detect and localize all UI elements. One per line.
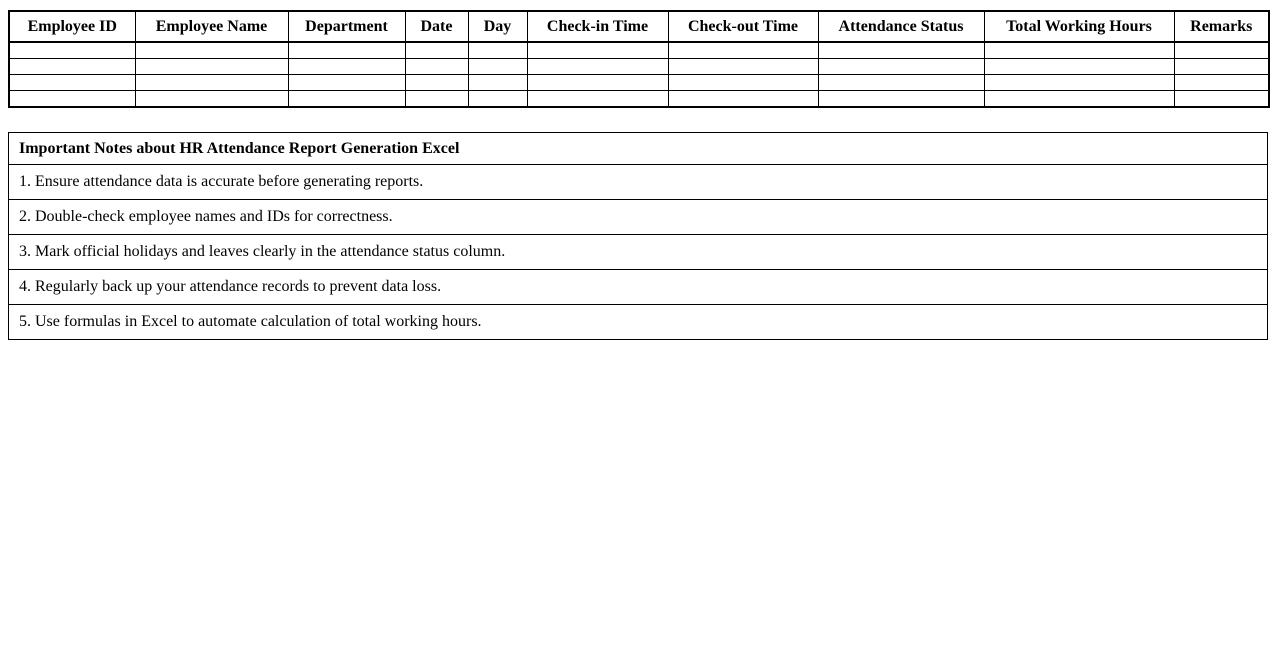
attendance-empty-cell (668, 42, 818, 59)
notes-title: Important Notes about HR Attendance Report Generation Excel (9, 133, 1268, 165)
attendance-empty-cell (1174, 91, 1269, 108)
attendance-empty-cell (288, 75, 405, 91)
note-item-2: 2. Double-check employee names and IDs for correctness. (9, 200, 1268, 235)
attendance-empty-cell (1174, 75, 1269, 91)
attendance-empty-cell (984, 91, 1174, 108)
attendance-empty-cell (405, 75, 468, 91)
attendance-empty-cell (1174, 42, 1269, 59)
attendance-empty-cell (527, 75, 668, 91)
header-check-in-time: Check-in Time (527, 11, 668, 42)
attendance-empty-cell (468, 59, 527, 75)
header-employee-id: Employee ID (9, 11, 135, 42)
attendance-empty-cell (527, 42, 668, 59)
attendance-header-row (9, 11, 1269, 42)
attendance-empty-cell (984, 75, 1174, 91)
attendance-empty-cell (468, 42, 527, 59)
attendance-empty-cell (9, 91, 135, 108)
attendance-empty-cell (135, 59, 288, 75)
attendance-empty-cell (468, 75, 527, 91)
attendance-empty-cell (1174, 59, 1269, 75)
attendance-empty-cell (527, 59, 668, 75)
table-row (9, 59, 1269, 75)
list-item (9, 165, 1268, 200)
attendance-empty-cell (818, 42, 984, 59)
attendance-empty-cell (527, 91, 668, 108)
note-item-1: 1. Ensure attendance data is accurate before generating reports. (9, 165, 1268, 200)
header-department: Department (288, 11, 405, 42)
attendance-empty-cell (405, 91, 468, 108)
header-attendance-status: Attendance Status (818, 11, 984, 42)
notes-title-row (9, 133, 1268, 165)
attendance-empty-cell (668, 59, 818, 75)
attendance-empty-cell (818, 59, 984, 75)
attendance-empty-cell (288, 91, 405, 108)
header-date: Date (405, 11, 468, 42)
attendance-empty-cell (9, 75, 135, 91)
attendance-empty-cell (984, 59, 1174, 75)
attendance-empty-cell (405, 59, 468, 75)
attendance-table (8, 10, 1270, 108)
table-row (9, 42, 1269, 59)
attendance-empty-cell (135, 75, 288, 91)
attendance-empty-cell (984, 42, 1174, 59)
attendance-empty-cell (135, 42, 288, 59)
attendance-empty-cell (135, 91, 288, 108)
list-item (9, 270, 1268, 305)
attendance-empty-cell (9, 59, 135, 75)
table-row (9, 91, 1269, 108)
attendance-empty-cell (818, 75, 984, 91)
note-item-3: 3. Mark official holidays and leaves clearly in the attendance status column. (9, 235, 1268, 270)
attendance-empty-cell (288, 59, 405, 75)
header-day: Day (468, 11, 527, 42)
attendance-empty-cell (468, 91, 527, 108)
attendance-empty-cell (288, 42, 405, 59)
attendance-empty-cell (668, 91, 818, 108)
header-total-working-hours: Total Working Hours (984, 11, 1174, 42)
note-item-4: 4. Regularly back up your attendance records to prevent data loss. (9, 270, 1268, 305)
header-employee-name: Employee Name (135, 11, 288, 42)
attendance-empty-cell (668, 75, 818, 91)
attendance-empty-cell (9, 42, 135, 59)
header-remarks: Remarks (1174, 11, 1269, 42)
list-item (9, 235, 1268, 270)
header-check-out-time: Check-out Time (668, 11, 818, 42)
table-row (9, 75, 1269, 91)
notes-table (8, 132, 1268, 340)
list-item (9, 200, 1268, 235)
list-item (9, 305, 1268, 340)
attendance-empty-cell (818, 91, 984, 108)
attendance-empty-cell (405, 42, 468, 59)
note-item-5: 5. Use formulas in Excel to automate calculation of total working hours. (9, 305, 1268, 340)
